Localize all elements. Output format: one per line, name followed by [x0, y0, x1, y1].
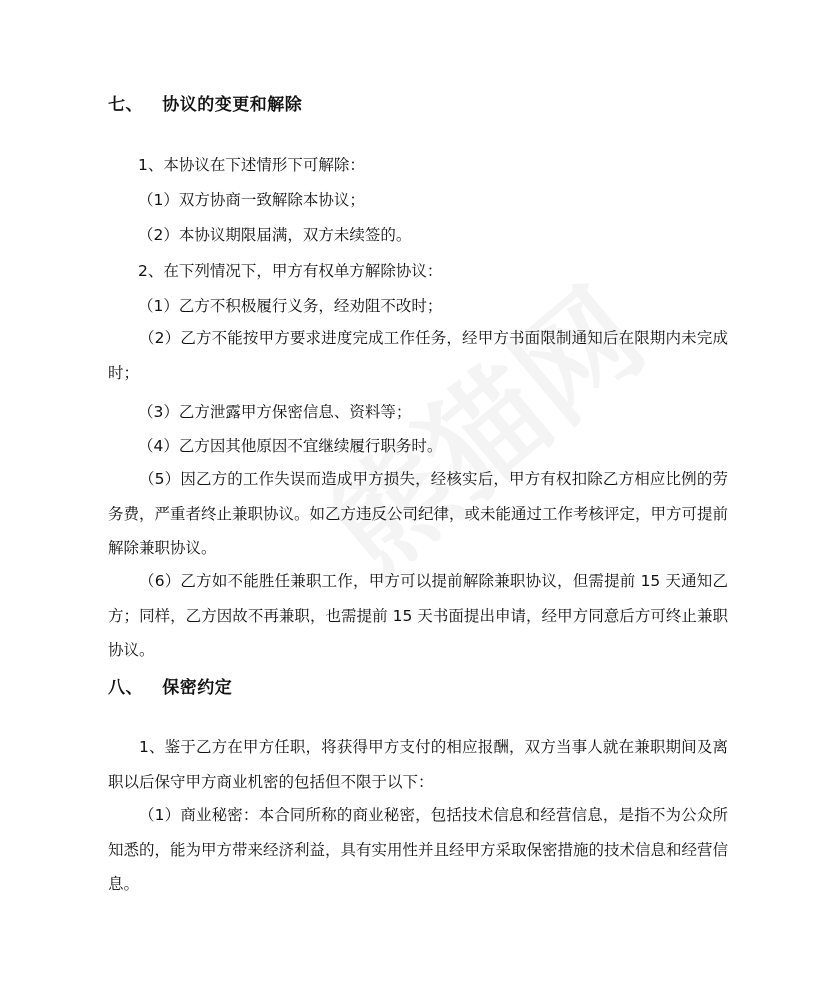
- section-7-item-2: 2、在下列情况下，甲方有权单方解除协议：: [138, 262, 443, 280]
- section-8-item-1: 1、鉴于乙方在甲方任职，将获得甲方支付的相应报酬，双方当事人就在兼职期间及离职以后保守甲方商业机密的包括但不限于以下：: [108, 738, 728, 791]
- section-7-item-1-2: （2）本协议期限届满，双方未续签的。: [138, 226, 412, 244]
- section-7-item-2-5: （5）因乙方的工作失误而造成甲方损失，经核实后，甲方有权扣除乙方相应比例的劳务费，严重者终止兼职协议。如乙方违反公司纪律，或未能通过工作考核评定，甲方可提前解除兼职协议。: [108, 470, 729, 557]
- section-8-heading: 八、 保密约定: [108, 678, 233, 698]
- section-7-item-2-2: （2）乙方不能按甲方要求进度完成工作任务，经甲方书面限制通知后在限期内未完成时；: [108, 329, 728, 382]
- section-7-item-1: 1、本协议在下述情形下可解除：: [138, 156, 365, 174]
- section-7-item-2-4: （4）乙方因其他原因不宜继续履行职务时。: [138, 437, 443, 455]
- section-7-item-2-3: （3）乙方泄露甲方保密信息、资料等；: [138, 403, 412, 421]
- section-7-item-1-1: （1）双方协商一致解除本协议；: [138, 191, 365, 209]
- section-8-item-1-1: （1）商业秘密：本合同所称的商业秘密，包括技术信息和经营信息，是指不为公众所知悉的，能为甲方带来经济利益，具有实用性并且经甲方采取保密措施的技术信息和经营信息。: [108, 806, 729, 893]
- section-7-item-2-1: （1）乙方不积极履行义务，经劝阻不改时；: [138, 297, 443, 315]
- section-7-item-2-6: （6）乙方如不能胜任兼职工作，甲方可以提前解除兼职协议，但需提前 15 天通知乙方；同样，乙方因故不再兼职，也需提前 15 天书面提出申请，经甲方同意后方可终止兼职协议。: [108, 572, 728, 659]
- section-7-heading: 七、 协议的变更和解除: [108, 95, 303, 115]
